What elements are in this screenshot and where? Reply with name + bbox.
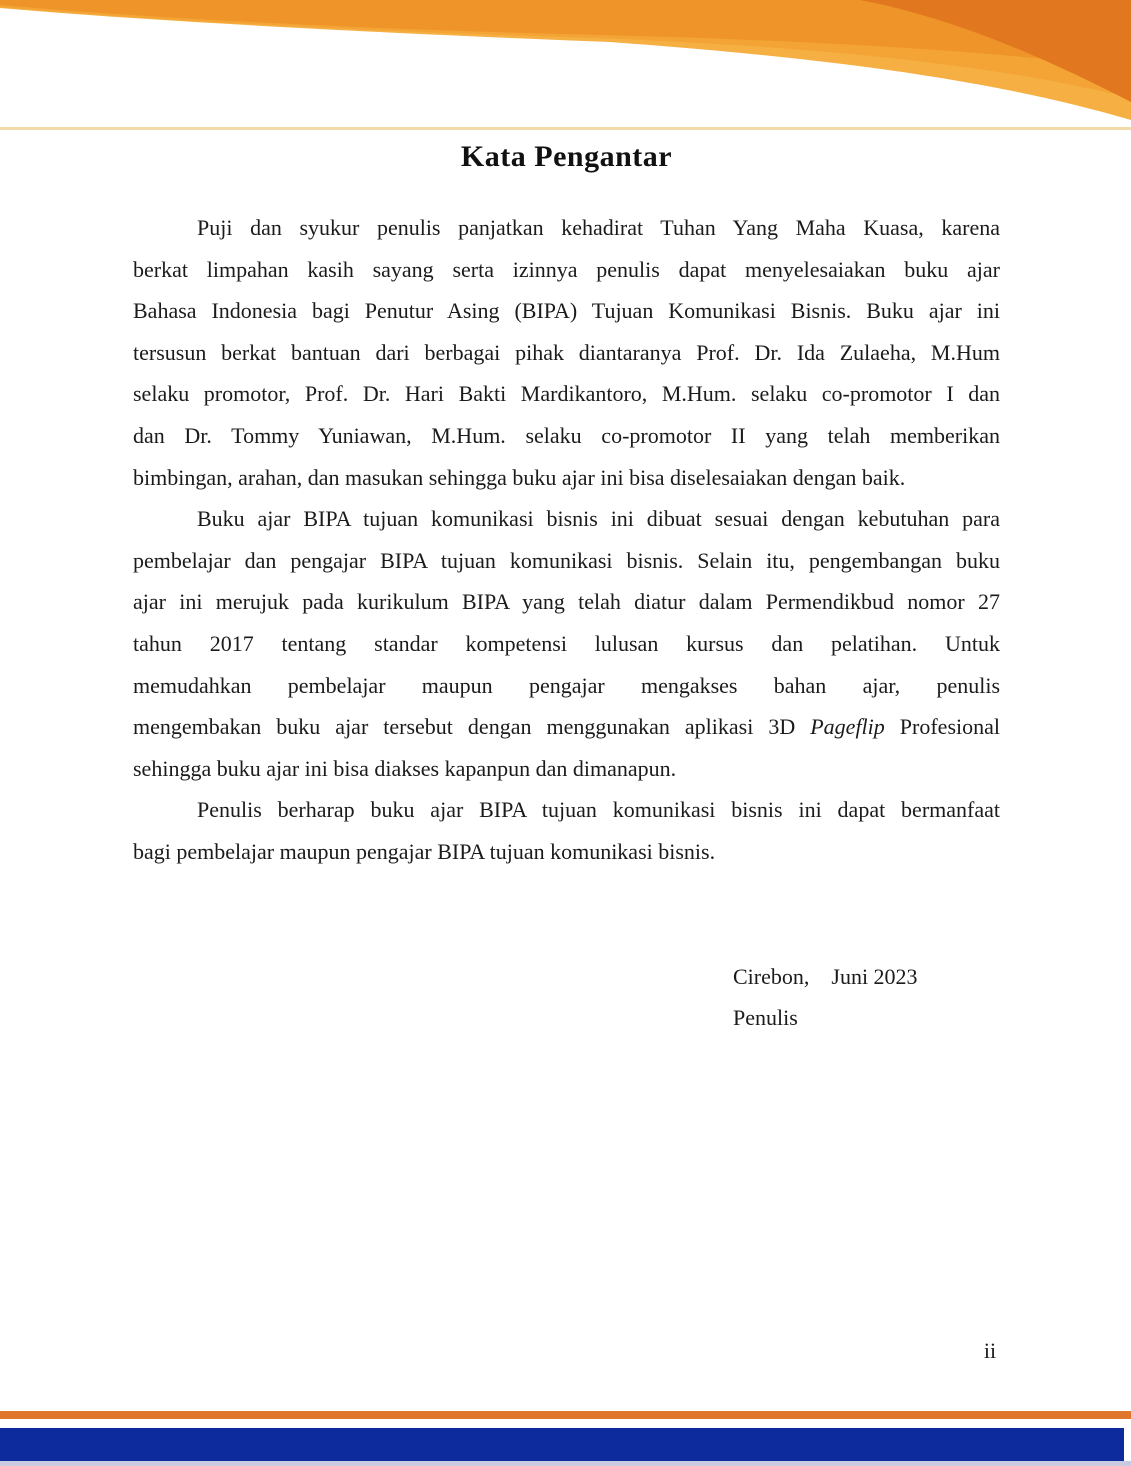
footer-blue-bar <box>0 1428 1124 1461</box>
paragraph <box>133 789 1000 872</box>
page-title: Kata Pengantar <box>460 140 673 173</box>
page-content <box>133 0 1000 1039</box>
footer-bottom-strip <box>0 1461 1131 1466</box>
signature-block <box>733 956 1000 1039</box>
page-number: ii <box>983 1338 997 1363</box>
text-line: mengembakan buku ajar tersebut dengan menggunakan aplikasi 3D Pageflip Profesional <box>133 714 1000 740</box>
text-line: Penulis berharap buku ajar BIPA tujuan komunikasi bisnis ini dapat bermanfaat <box>197 797 1000 823</box>
text-line: Buku ajar BIPA tujuan komunikasi bisnis ini dibuat sesuai dengan kebutuhan para <box>197 506 1000 532</box>
text-line: bagi pembelajar maupun pengajar BIPA tujuan komunikasi bisnis. <box>133 838 716 864</box>
text-line: tahun 2017 tentang standar kompetensi lulusan kursus dan pelatihan. Untuk <box>133 630 1000 656</box>
text-line: sehingga buku ajar ini bisa diakses kapanpun dan dimanapun. <box>133 755 677 781</box>
text-line: bimbingan, arahan, dan masukan sehingga buku ajar ini bisa diselesaiakan dengan baik. <box>133 464 906 490</box>
text-line: ajar ini merujuk pada kurikulum BIPA yang telah diatur dalam Permendikbud nomor 27 <box>133 589 1000 615</box>
text-line: pembelajar dan pengajar BIPA tujuan komunikasi bisnis. Selain itu, pengembangan buku <box>133 547 1000 573</box>
footer-orange-bar <box>0 1411 1131 1419</box>
text-line: Bahasa Indonesia bagi Penutur Asing (BIPA) Tujuan Komunikasi Bisnis. Buku ajar ini <box>133 298 1000 324</box>
text-line: dan Dr. Tommy Yuniawan, M.Hum. selaku co-promotor II yang telah memberikan <box>133 422 1000 448</box>
body-text <box>133 207 1000 873</box>
paragraph <box>133 207 1000 498</box>
text-line: selaku promotor, Prof. Dr. Hari Bakti Mardikantoro, M.Hum. selaku co-promotor I dan <box>133 381 1000 407</box>
text-line: Puji dan syukur penulis panjatkan kehadirat Tuhan Yang Maha Kuasa, karena <box>197 215 1000 240</box>
text-line: memudahkan pembelajar maupun pengajar mengakses bahan ajar, penulis <box>133 672 1000 698</box>
text-line: tersusun berkat bantuan dari berbagai pihak diantaranya Prof. Dr. Ida Zulaeha, M.Hum <box>133 339 1000 365</box>
text-line: berkat limpahan kasih sayang serta izinnya penulis dapat menyelesaiakan buku ajar <box>133 256 1000 282</box>
signature-author: Penulis <box>733 1005 798 1031</box>
signature-place-date: Cirebon, Juni 2023 <box>733 963 918 989</box>
paragraph <box>133 498 1000 789</box>
